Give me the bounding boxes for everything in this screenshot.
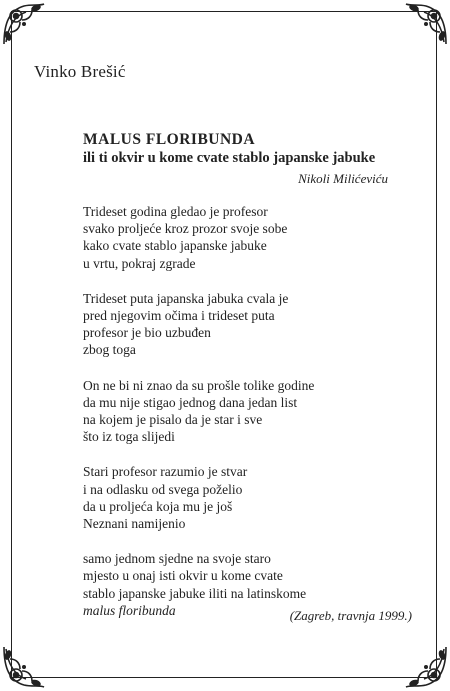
dedication: Nikoli Milićeviću [298, 171, 388, 186]
author-name: Vinko Brešić [34, 62, 126, 81]
floral-corner-ornament-icon [2, 645, 46, 689]
floral-corner-ornament-icon [2, 2, 46, 46]
poem-line: mjesto u onaj isti okvir u kome cvate [83, 568, 283, 584]
place-and-date: (Zagreb, travnja 1999.) [289, 608, 412, 623]
floral-corner-ornament-icon [404, 2, 448, 46]
poem-line: samo jednom sjedne na svoje staro [83, 551, 271, 567]
poem-line: Trideset puta japanska jabuka cvala je [83, 290, 289, 306]
poem-line: i na odlasku od svega poželio [83, 481, 243, 497]
poem-body [83, 203, 383, 637]
floral-corner-ornament-icon [404, 645, 448, 689]
stanza [83, 203, 383, 272]
poem-line: Trideset godina gledao je profesor [83, 204, 268, 219]
poem-line: na kojem je pisalo da je star i sve [83, 412, 263, 428]
poem-line: Stari profesor razumio je stvar [83, 464, 248, 480]
stanza [83, 377, 383, 446]
poem-heading [83, 130, 393, 168]
poem-line: pred njegovim očima i trideset puta [83, 308, 275, 324]
poem-line: stablo japanske jabuke iliti na latinskome [83, 585, 307, 601]
stanza [83, 463, 383, 532]
poem-line-latin-name: malus floribunda [83, 602, 176, 618]
poem-line: da mu nije stigao jednog dana jedan list [83, 394, 298, 410]
poem-line: što iz toga slijedi [83, 429, 175, 445]
poem-line: On ne bi ni znao da su prošle tolike godine [83, 377, 315, 393]
poem-line: profesor je bio uzbuđen [83, 325, 211, 341]
poem-line: Neznani namijenio [83, 516, 186, 532]
poem-title: MALUS FLORIBUNDA [83, 131, 256, 148]
poem-subtitle: ili ti okvir u kome cvate stablo japanske jabuke [83, 150, 376, 166]
poem-line: kako cvate stablo japanske jabuke [83, 238, 267, 254]
poem-line: u vrtu, pokraj zgrade [83, 255, 196, 271]
poem-line: svako proljeće kroz prozor svoje sobe [83, 221, 288, 237]
poem-line: da u proljeća koja mu je još [83, 498, 233, 514]
poem-line: zbog toga [83, 342, 136, 358]
stanza [83, 290, 383, 359]
